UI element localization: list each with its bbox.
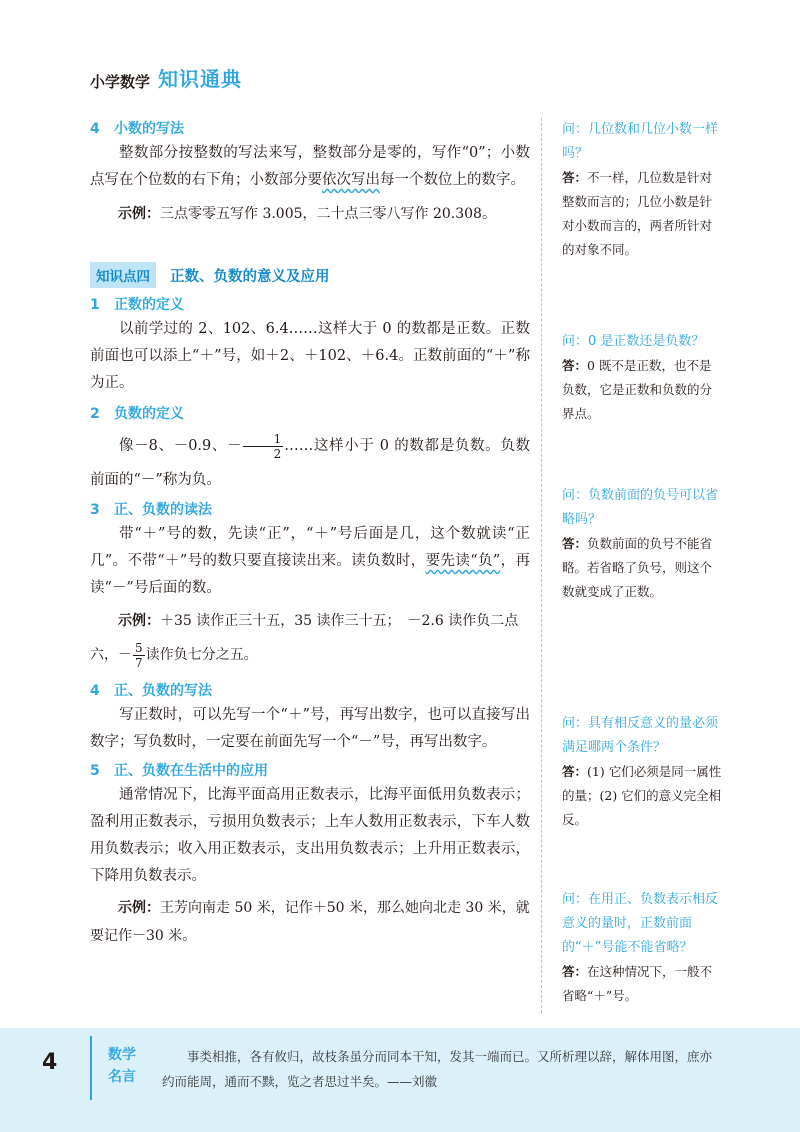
sidebar-answer: 答：0 既不是正数，也不是负数，它是正数和负数的分界点。 (562, 358, 713, 421)
section-heading: 4 正、负数的写法 (90, 683, 212, 699)
page-header (90, 66, 242, 92)
sidebar-answer: 答：不一样，几位数是针对整数而言的；几位小数是针对小数而言的，两者所针对的对象不同。 (562, 170, 713, 257)
knowledge-point-title: 正数、负数的意义及应用 (170, 268, 330, 285)
math-quote: 事类相推，各有攸归，故枝条虽分而同本干知，发其一端而已。又所析理以辞，解体用图，庶亦约而能周，通而不黩，览之者思过半矣。——刘徽 (162, 1049, 713, 1089)
paragraph: 像－8、－0.9、－ $\frac{1}{2}$ ……这样小于 0 的数都是负数。负数前面的“－”称为负。 (90, 431, 530, 488)
sidebar-qa (562, 484, 722, 604)
sidebar-qa (562, 712, 722, 832)
quote-tag: 数学 名言 (108, 1047, 136, 1085)
knowledge-point-tag: 知识点四 (90, 262, 156, 288)
knowledge-point-heading (90, 262, 530, 288)
section-heading: 1 正数的定义 (90, 297, 184, 313)
example: 示例：三点零零五写作 3.005，二十点三零八写作 20.308。 (118, 206, 496, 222)
example: 示例：王芳向南走 50 米，记作＋50 米，那么她向北走 30 米，就要记作－30 米。 (90, 900, 530, 944)
sidebar-answer: 答：(1) 它们必须是同一属性的量；(2) 它们的意义完全相反。 (562, 764, 722, 827)
sidebar-answer: 答：负数前面的负号不能省略。若省略了负号，则这个数就变成了正数。 (562, 536, 713, 599)
footer-divider (90, 1036, 92, 1100)
sidebar-question: 问：几位数和几位小数一样吗？ (562, 122, 719, 161)
page-number: 4 (42, 1050, 58, 1075)
sidebar-answer: 答：在这种情况下，一般不省略“＋”号。 (562, 964, 713, 1003)
sidebar-qa (562, 118, 722, 262)
section-heading: 4 小数的写法 (90, 121, 184, 137)
sidebar-question: 问：具有相反意义的量必须满足哪两个条件？ (562, 716, 719, 755)
paragraph: 写正数时，可以先写一个“＋”号，再写出数字，也可以直接写出数字；写负数时，一定要在前面先写一个“－”号，再写出数字。 (90, 707, 530, 750)
sidebar-question: 问：0 是正数还是负数？ (562, 334, 705, 349)
paragraph: 带“＋”号的数，先读“正”，“＋”号后面是几，这个数就读“正几”。不带“＋”号的数只要直接读出来。读负数时，要先读“负”，再读“－”号后面的数。 (90, 526, 531, 596)
sidebar-question: 问：在用正、负数表示相反意义的量时，正数前面的“＋”号能不能省略？ (562, 892, 719, 955)
book-title: 知识通典 (158, 67, 243, 91)
fraction: $\frac{5}{7}$ (135, 640, 143, 670)
section-heading: 3 正、负数的读法 (90, 502, 212, 518)
fraction: $\frac{1}{2}$ (243, 432, 284, 461)
main-content (90, 118, 530, 950)
sidebar-qa (562, 888, 722, 1008)
section-heading: 5 正、负数在生活中的应用 (90, 763, 268, 779)
example: 示例：＋35 读作正三十五，35 读作三十五； －2.6 读作负二点六，－ $\frac{5}{7}$ 读作负七分之五。 (90, 613, 519, 670)
sidebar-qa (562, 330, 722, 426)
section-heading: 2 负数的定义 (90, 406, 184, 422)
book-series: 小学数学 (90, 73, 151, 91)
paragraph: 以前学过的 2、102、6.4……这样大于 0 的数都是正数。正数前面也可以添上“＋”号，如＋2、＋102、＋6.4。正数前面的“＋”称为正。 (90, 321, 530, 391)
column-divider (541, 118, 542, 1013)
sidebar-question: 问：负数前面的负号可以省略吗？ (562, 488, 719, 527)
paragraph: 整数部分按整数的写法来写，整数部分是零的，写作“0”；小数点写在个位数的右下角；小数部分要依次写出每一个数位上的数字。 (90, 145, 530, 188)
paragraph: 通常情况下，比海平面高用正数表示，比海平面低用负数表示；盈利用正数表示，亏损用负数表示；上车人数用正数表示，下车人数用负数表示；收入用正数表示，支出用负数表示；上升用正数表示，下降用负数表示。 (90, 787, 530, 884)
